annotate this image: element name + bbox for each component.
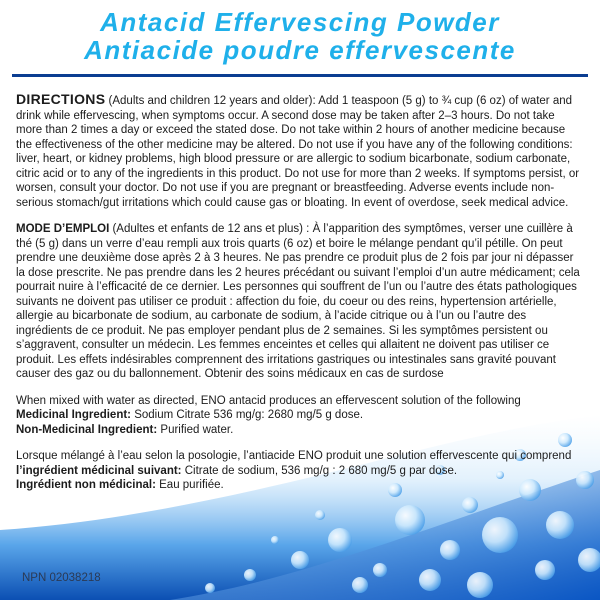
bubble [395,505,425,535]
ingredient-medicinal-value: Citrate de sodium, 536 mg/g : 2 680 mg/5 g par dose. [181,464,458,477]
ingredient-medicinal-label: l’ingrédient médicinal suivant: [16,464,182,477]
bubble [440,540,460,560]
npn-number: NPN 02038218 [22,572,101,584]
nonmedicinal-ingredient-value: Purified water. [157,423,234,436]
bubble [419,569,441,591]
title-french: Antiacide poudre effervescente [84,35,516,65]
ingredient-non-medicinal-label: Ingrédient non médicinal: [16,479,156,491]
nonmedicinal-ingredient-label: Non-Medicinal Ingredient: [16,423,158,436]
bubble [373,563,387,577]
bubble [467,572,493,598]
mode-emploi-heading: MODE D’EMPLOI [16,223,110,235]
directions-french [16,222,584,382]
ingredients-intro-fr: Lorsque mélangé à l’eau selon la posologie, l’antiacide ENO produit une solution effervescente qui comprend [16,450,572,462]
bubble [315,510,325,520]
bubble [271,536,279,544]
bubble [482,517,518,553]
bubble [291,551,309,569]
product-title [0,8,600,64]
title-english: Antacid Effervescing Powder [100,7,500,37]
medicinal-ingredient-label: Medicinal Ingredient: [16,409,132,421]
bubble [205,583,215,593]
ingredients-french [16,449,584,493]
bubble [535,560,555,580]
mode-emploi-body: (Adultes et enfants de 12 ans et plus) : À l’apparition des symptômes, verser une cuillère à thé (5 g) dans un verre d’eau rempli aux trois quarts (6 oz) et boire le mélange pendant qu’il pétille. On peut prendre une deuxième dose après 2 à 3 heures. Ne pas prendre ce produit plus de 2 fois par jour ni dépasser la dose prescrite. Ne pas prendre dans les 2 heures précédant ou suivant l’emploi d’un autre médicament; cela pourrait nuire à l’efficacité de ce dernier. Les personnes qui souffrent de l’un ou l’autre des états pathologiques suivants ne doivent pas utiliser ce produit : affection du foie, du coeur ou des reins, hypertension artérielle, allergie au bicarbonate de sodium, au carbonate de sodium, à l’acide citrique ou à l’un ou l’autre des ingrédients de ce produit. Ne pas employer pendant plus de 2 semaines. Si les symptômes persistent ou s’aggravent, consulter un médecin. Les femmes enceintes et celles qui allaitent ne doivent pas utiliser ce produit. Les effets indésirables comprennent des irritations gastriques ou intestinales sans gravité pouvant causer des gaz ou du ballonnement. Obtenir des soins médicaux en cas de surdose [16,223,580,380]
ingredients-english [16,394,584,438]
directions-heading: DIRECTIONS [16,91,106,107]
medicinal-ingredient-value: Sodium Citrate 536 mg/g: 2680 mg/5 g dose. [131,409,364,421]
title-divider [12,74,588,77]
label-text [16,92,584,505]
ingredients-intro-en: When mixed with water as directed, ENO antacid produces an effervescent solution of the following [16,394,521,407]
directions-body: (Adults and children 12 years and older): Add 1 teaspoon (5 g) to ¾ cup (6 oz) of water and drink while effervescing, when symptoms occur. A second dose may be taken after 2–3 hours. Do not take more than 2 times a day or exceed the stated dose. Do not take within 2 hours of another medicine because the effectiveness of the other medicine may be altered. Do not use if you have any of the following conditions: liver, heart, or kidney problems, high blood pressure or are allergic to sodium bicarbonate, sodium carbonate, citric acid or to any of the ingredients in this product. Do not use for more than 2 weeks. If symptoms persist, or worsen, consult your doctor. Do not use if you are pregnant or breastfeeding. Adverse events include non-serious stomach/gut irritations which could cause gas or bloating. In event of overdose, seek medical advice. [16,95,580,209]
directions-english [16,92,584,210]
bubble [328,528,352,552]
bubble [352,577,368,593]
ingredient-non-medicinal-value: Eau purifiée. [155,479,224,491]
bubble [546,511,574,539]
bubble [244,569,256,581]
